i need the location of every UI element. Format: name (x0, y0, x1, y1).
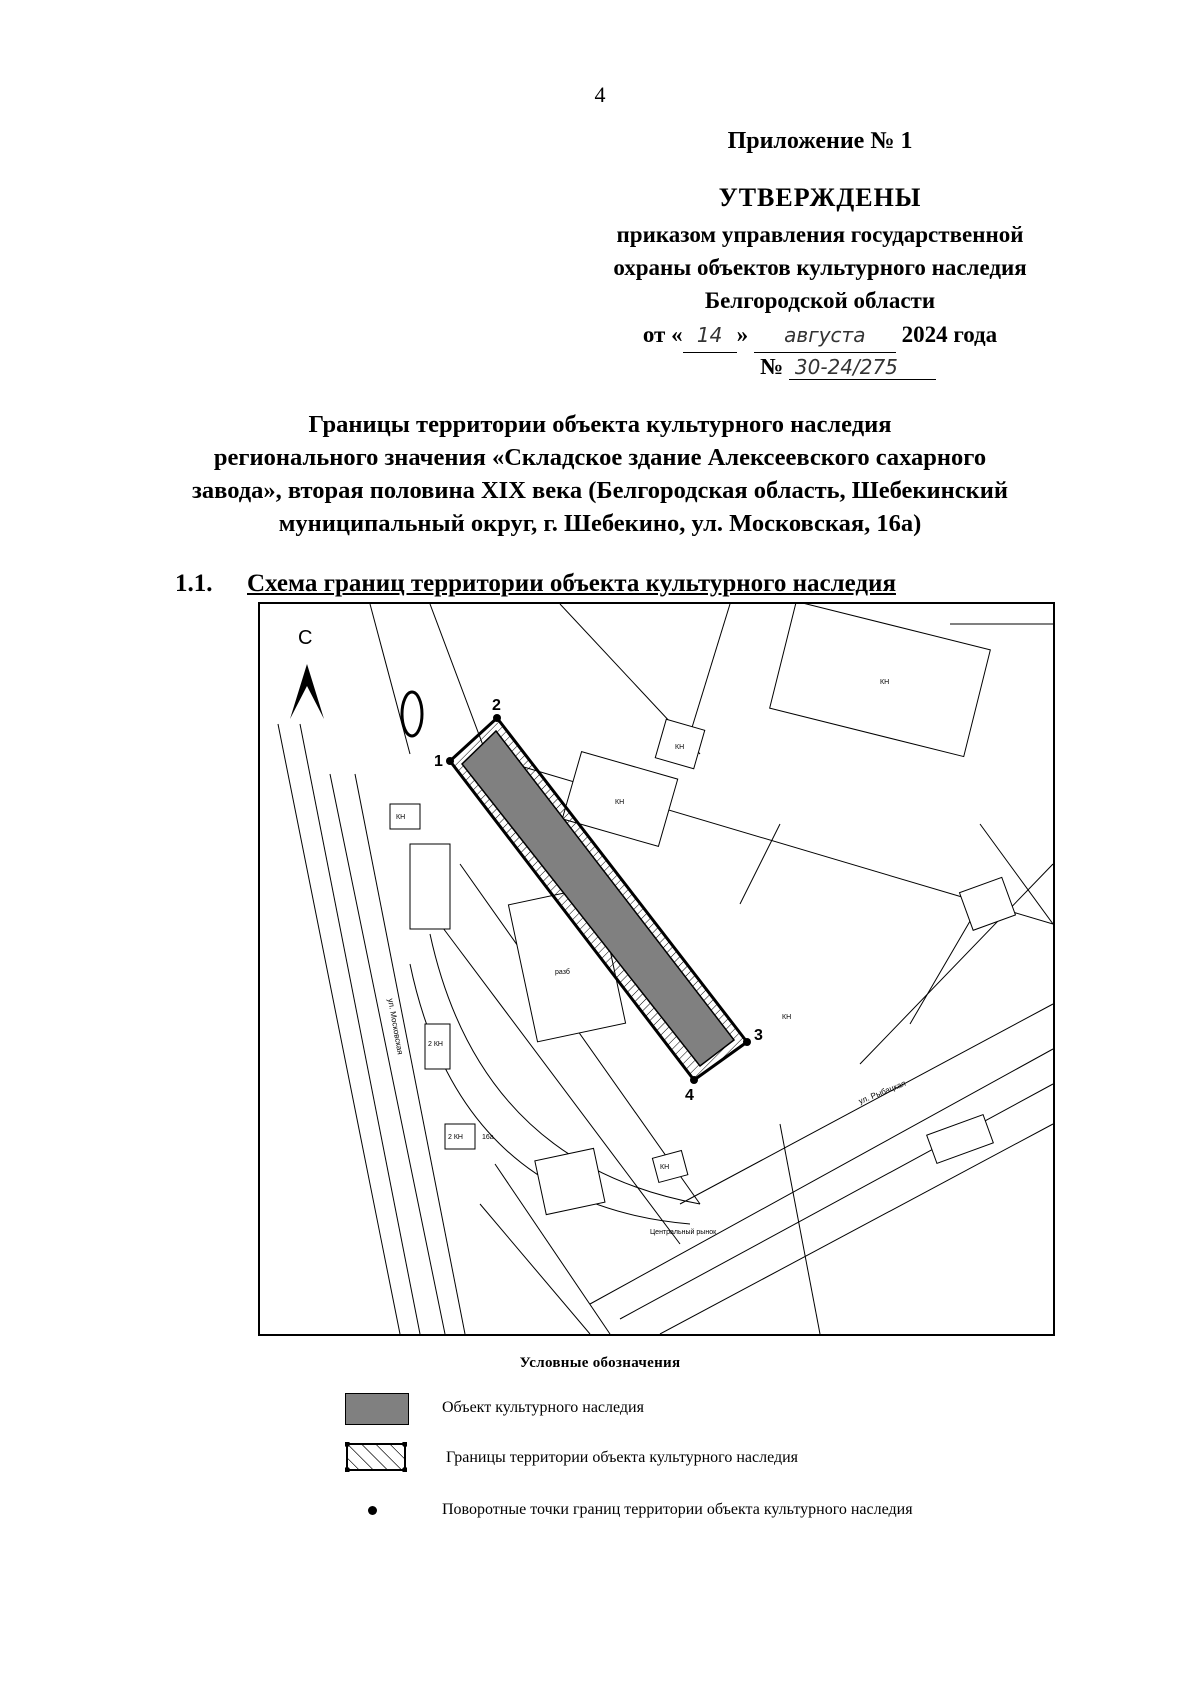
document-title-line-4: муниципальный округ, г. Шебекино, ул. Московская, 16а) (278, 510, 922, 537)
building-label: КН (880, 679, 890, 686)
building-label: 2 КН (448, 1134, 463, 1141)
map-buildings (390, 604, 1015, 1215)
street-label-moskovskaya: ул. Московская (386, 997, 405, 1056)
document-title (150, 408, 1050, 540)
building-label: КН (782, 1014, 792, 1021)
building-label: Центральный рынок (650, 1229, 717, 1236)
approval-authority-line-1: приказом управления государственной (616, 222, 1024, 247)
date-year: 2024 года (901, 322, 998, 347)
north-arrow-icon (290, 627, 324, 719)
legend-turning-point-dot (368, 1506, 377, 1515)
turning-point-label-2: 2 (492, 697, 501, 714)
turning-point-label-1: 1 (434, 753, 443, 770)
building-label: разб (555, 969, 570, 976)
document-title-line-3: завода», вторая половина XIX века (Белгородская область, Шебекинский (192, 477, 1008, 504)
building-label: 16а (482, 1134, 494, 1141)
date-day-handwritten: 14 (683, 319, 737, 353)
building-label: КН (660, 1164, 670, 1171)
north-label: С (298, 627, 313, 649)
legend-title: Условные обозначения (519, 1355, 681, 1371)
turning-point-2 (493, 714, 501, 722)
number-value-handwritten: 30-24/275 (789, 355, 936, 380)
turning-point-1 (446, 757, 454, 765)
approval-authority-line-2: охраны объектов культурного наследия (613, 255, 1027, 280)
date-prefix: от « (642, 322, 683, 347)
building-label: КН (615, 799, 625, 806)
approval-number (760, 354, 960, 380)
turning-point-label-4: 4 (685, 1087, 694, 1104)
date-month-handwritten: августа (754, 319, 896, 353)
legend-object-label: Объект культурного наследия (442, 1399, 644, 1416)
legend-boundary-swatch (345, 1442, 407, 1472)
date-mid: » (736, 322, 749, 347)
appendix-label: Приложение № 1 (727, 128, 913, 154)
building-label: КН (675, 744, 685, 751)
section-heading (175, 570, 1055, 598)
boundary-scheme-map (258, 602, 1055, 1336)
building-label: 2 КН (428, 1041, 443, 1048)
document-title-line-1: Границы территории объекта культурного наследия (308, 411, 892, 438)
street-label-rybatskaya: ул. Рыбацкая (857, 1078, 908, 1106)
section-number: 1.1. (175, 570, 213, 597)
turning-point-4 (690, 1076, 698, 1084)
legend-boundary-label: Границы территории объекта культурного наследия (446, 1449, 799, 1466)
building-label: КН (396, 814, 406, 821)
map-svg (260, 604, 1053, 1334)
legend-turning-points-label: Поворотные точки границ территории объекта культурного наследия (442, 1501, 913, 1518)
section-title: Схема границ территории объекта культурного наследия (247, 570, 896, 597)
turning-point-3 (743, 1038, 751, 1046)
approval-authority-line-3: Белгородской области (704, 288, 936, 313)
approval-date (560, 318, 1080, 353)
turning-point-label-3: 3 (754, 1027, 763, 1044)
page-number: 4 (594, 82, 606, 107)
legend-object-swatch (345, 1393, 409, 1425)
document-title-line-2: регионального значения «Складское здание Алексеевского сахарного (213, 444, 987, 471)
roundabout-shape (402, 692, 422, 736)
number-prefix: № (760, 354, 784, 379)
approved-title: УТВЕРЖДЕНЫ (718, 183, 922, 212)
